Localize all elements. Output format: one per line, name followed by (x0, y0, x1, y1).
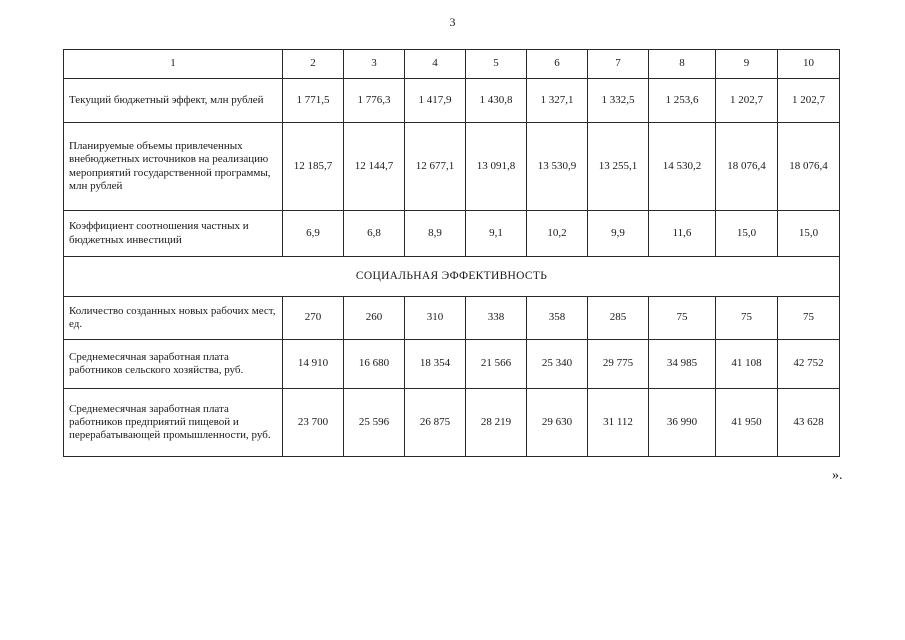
value-cell: 18 354 (405, 340, 466, 389)
section-title: СОЦИАЛЬНАЯ ЭФФЕКТИВНОСТЬ (64, 257, 840, 297)
value-cell: 15,0 (778, 211, 840, 257)
value-cell: 1 771,5 (283, 79, 344, 123)
value-cell: 338 (466, 297, 527, 340)
table-row (64, 389, 840, 457)
row-label: Количество созданных новых рабочих мест, ед. (64, 297, 283, 340)
value-cell: 6,9 (283, 211, 344, 257)
value-cell: 16 680 (344, 340, 405, 389)
row-label: Среднемесячная заработная плата работников сельского хозяйства, руб. (64, 340, 283, 389)
value-cell: 1 776,3 (344, 79, 405, 123)
header-cell: 1 (64, 50, 283, 79)
value-cell: 13 255,1 (588, 123, 649, 211)
value-cell: 15,0 (716, 211, 778, 257)
value-cell: 13 530,9 (527, 123, 588, 211)
value-cell: 12 185,7 (283, 123, 344, 211)
value-cell: 1 202,7 (778, 79, 840, 123)
table-row (64, 211, 840, 257)
value-cell: 75 (716, 297, 778, 340)
value-cell: 18 076,4 (778, 123, 840, 211)
value-cell: 10,2 (527, 211, 588, 257)
closing-quote: ». (832, 468, 843, 483)
value-cell: 285 (588, 297, 649, 340)
header-cell: 10 (778, 50, 840, 79)
value-cell: 1 327,1 (527, 79, 588, 123)
header-cell: 3 (344, 50, 405, 79)
table-row (64, 79, 840, 123)
value-cell: 14 910 (283, 340, 344, 389)
value-cell: 41 108 (716, 340, 778, 389)
header-cell: 9 (716, 50, 778, 79)
value-cell: 260 (344, 297, 405, 340)
header-cell: 7 (588, 50, 649, 79)
row-label: Коэффициент соотношения частных и бюджетных инвестиций (64, 211, 283, 257)
value-cell: 36 990 (649, 389, 716, 457)
value-cell: 18 076,4 (716, 123, 778, 211)
value-cell: 6,8 (344, 211, 405, 257)
value-cell: 31 112 (588, 389, 649, 457)
value-cell: 13 091,8 (466, 123, 527, 211)
table-row (64, 123, 840, 211)
value-cell: 21 566 (466, 340, 527, 389)
header-cell: 5 (466, 50, 527, 79)
value-cell: 1 430,8 (466, 79, 527, 123)
value-cell: 42 752 (778, 340, 840, 389)
row-label: Среднемесячная заработная плата работников предприятий пищевой и перерабатывающей промышленности, руб. (64, 389, 283, 457)
value-cell: 8,9 (405, 211, 466, 257)
header-cell: 4 (405, 50, 466, 79)
value-cell: 9,1 (466, 211, 527, 257)
value-cell: 43 628 (778, 389, 840, 457)
value-cell: 75 (649, 297, 716, 340)
value-cell: 26 875 (405, 389, 466, 457)
value-cell: 1 253,6 (649, 79, 716, 123)
page-number: 3 (449, 15, 456, 29)
value-cell: 14 530,2 (649, 123, 716, 211)
table-row (64, 340, 840, 389)
section-title-row (64, 257, 840, 297)
value-cell: 1 417,9 (405, 79, 466, 123)
value-cell: 358 (527, 297, 588, 340)
header-cell: 8 (649, 50, 716, 79)
value-cell: 28 219 (466, 389, 527, 457)
table-row (64, 297, 840, 340)
indicators-table (63, 49, 840, 457)
value-cell: 1 202,7 (716, 79, 778, 123)
value-cell: 23 700 (283, 389, 344, 457)
value-cell: 29 775 (588, 340, 649, 389)
value-cell: 41 950 (716, 389, 778, 457)
value-cell: 270 (283, 297, 344, 340)
row-label: Планируемые объемы привлеченных внебюджетных источников на реализацию мероприятий государственной программы, млн рублей (64, 123, 283, 211)
table-header-row (64, 50, 840, 79)
row-label: Текущий бюджетный эффект, млн рублей (64, 79, 283, 123)
value-cell: 75 (778, 297, 840, 340)
value-cell: 9,9 (588, 211, 649, 257)
value-cell: 11,6 (649, 211, 716, 257)
header-cell: 6 (527, 50, 588, 79)
value-cell: 29 630 (527, 389, 588, 457)
value-cell: 12 677,1 (405, 123, 466, 211)
value-cell: 310 (405, 297, 466, 340)
value-cell: 25 596 (344, 389, 405, 457)
header-cell: 2 (283, 50, 344, 79)
value-cell: 12 144,7 (344, 123, 405, 211)
value-cell: 25 340 (527, 340, 588, 389)
value-cell: 34 985 (649, 340, 716, 389)
value-cell: 1 332,5 (588, 79, 649, 123)
